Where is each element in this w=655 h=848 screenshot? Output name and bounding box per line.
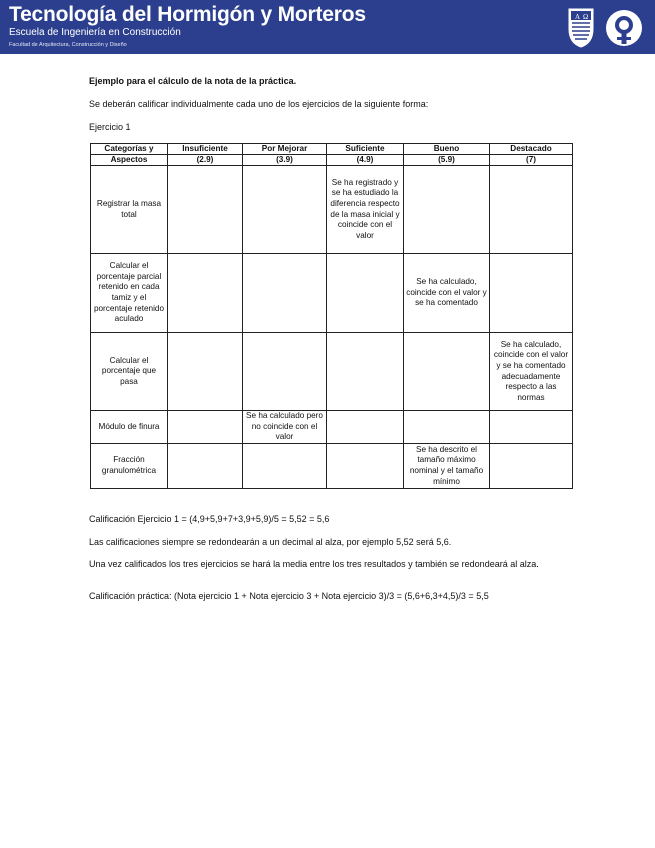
rubric-cell — [404, 333, 490, 411]
rubric-table — [90, 143, 573, 489]
rubric-cell — [243, 333, 327, 411]
column-score: Aspectos — [91, 155, 168, 166]
university-crest-icon — [566, 5, 596, 49]
average-rule-text: Una vez calificados los tres ejercicios se hará la media entre los tres resultados y también se redondeará al alza. — [89, 559, 539, 569]
table-row — [91, 166, 573, 254]
rubric-cell — [490, 444, 573, 489]
header-subtitle: Escuela de Ingeniería en Construcción — [9, 27, 181, 38]
rubric-cell — [168, 411, 243, 444]
column-score: (5.9) — [404, 155, 490, 166]
rubric-cell: Se ha calculado, coincide con el valor y se ha comentado adecuadamente respecto a las normas — [490, 333, 573, 411]
table-row — [91, 333, 573, 411]
column-score: (7) — [490, 155, 573, 166]
rubric-cell — [243, 444, 327, 489]
table-subheader-row — [91, 155, 573, 166]
category-cell: Calcular el porcentaje que pasa — [91, 333, 168, 411]
column-header: Bueno — [404, 144, 490, 155]
table-row — [91, 444, 573, 489]
exercise-label: Ejercicio 1 — [89, 122, 131, 132]
svg-text:Ω: Ω — [583, 13, 589, 21]
category-cell: Registrar la masa total — [91, 166, 168, 254]
rubric-cell — [404, 166, 490, 254]
table-row — [91, 411, 573, 444]
instruction-text: Se deberán calificar individualmente cada uno de los ejercicios de la siguiente forma: — [89, 99, 429, 109]
rubric-cell: Se ha calculado pero no coincide con el valor — [243, 411, 327, 444]
category-cell: Fracción granulométrica — [91, 444, 168, 489]
column-score: (2.9) — [168, 155, 243, 166]
category-cell: Módulo de finura — [91, 411, 168, 444]
svg-text:A: A — [575, 13, 581, 21]
rubric-cell — [404, 411, 490, 444]
category-cell: Calcular el porcentaje parcial retenido en cada tamiz y el porcentaje retenido aculado — [91, 254, 168, 333]
table-header-row — [91, 144, 573, 155]
rubric-cell — [327, 254, 404, 333]
column-header: Insuficiente — [168, 144, 243, 155]
column-header: Por Mejorar — [243, 144, 327, 155]
example-heading: Ejemplo para el cálculo de la nota de la práctica. — [89, 76, 297, 86]
rubric-cell — [243, 166, 327, 254]
column-score: (4.9) — [327, 155, 404, 166]
rounding-rule-text: Las calificaciones siempre se redondearán a un decimal al alza, por ejemplo 5,52 será 5,6. — [89, 537, 452, 547]
rubric-cell — [327, 333, 404, 411]
header-title: Tecnología del Hormigón y Morteros — [9, 3, 366, 26]
rubric-cell — [490, 411, 573, 444]
column-score: (3.9) — [243, 155, 327, 166]
school-emblem-icon — [604, 8, 644, 48]
exercise-grade-text: Calificación Ejercicio 1 = (4,9+5,9+7+3,9+5,9)/5 = 5,52 = 5,6 — [89, 514, 330, 524]
table-row — [91, 254, 573, 333]
rubric-cell — [327, 411, 404, 444]
column-header: Categorías y — [91, 144, 168, 155]
column-header: Suficiente — [327, 144, 404, 155]
rubric-cell — [168, 333, 243, 411]
rubric-cell — [490, 166, 573, 254]
rubric-cell: Se ha registrado y se ha estudiado la diferencia respecto de la masa inicial y coincide con el valor — [327, 166, 404, 254]
rubric-cell: Se ha descrito el tamaño máximo nominal y el tamaño mínimo — [404, 444, 490, 489]
rubric-cell — [168, 254, 243, 333]
rubric-cell — [243, 254, 327, 333]
rubric-cell — [327, 444, 404, 489]
rubric-cell: Se ha calculado, coincide con el valor y se ha comentado — [404, 254, 490, 333]
header-banner — [0, 0, 655, 54]
header-faculty: Facultad de Arquitectura, Construcción y Diseño — [9, 42, 127, 48]
rubric-cell — [168, 166, 243, 254]
rubric-cell — [490, 254, 573, 333]
column-header: Destacado — [490, 144, 573, 155]
rubric-cell — [168, 444, 243, 489]
practice-grade-text: Calificación práctica: (Nota ejercicio 1 + Nota ejercicio 3 + Nota ejercicio 3)/3 = (5,6+6,3+4,5)/3 = 5,5 — [89, 591, 489, 601]
